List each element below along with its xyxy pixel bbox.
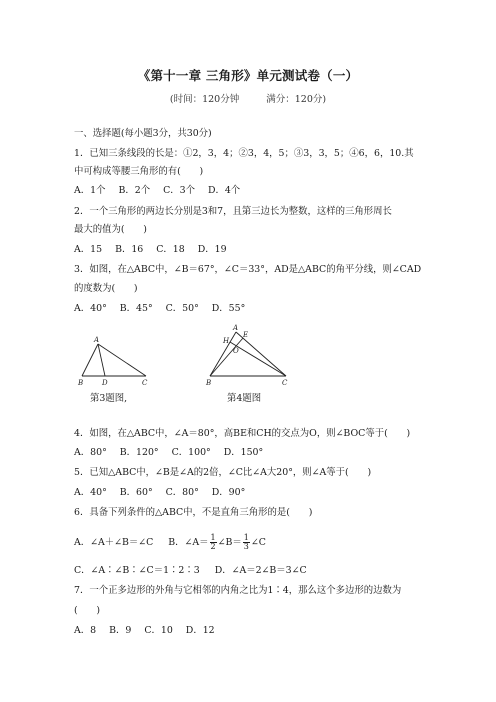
- label-e: E: [243, 331, 249, 339]
- option-b-prefix: B．∠A＝: [168, 537, 209, 548]
- option-b-middle: ∠B＝: [217, 537, 242, 548]
- figure-q4-triangle: [200, 324, 298, 388]
- option-d: D．150°: [223, 447, 264, 458]
- label-c: C: [142, 379, 148, 387]
- question-5-options: [74, 487, 255, 499]
- option-d: D．12: [185, 625, 215, 636]
- option-d: D．90°: [211, 487, 246, 498]
- fraction-numerator: 1: [210, 533, 216, 542]
- question-1-line-1: 1．已知三条线段的长是：①2，3，4；②3，4，5；③3，3，5；④6，6，10.其: [74, 148, 414, 159]
- option-d: D．∠A＝2∠B＝3∠C: [214, 565, 307, 576]
- option-b-suffix: ∠C: [250, 537, 266, 548]
- question-4-options: [74, 447, 273, 459]
- option-a: A．40°: [74, 303, 107, 314]
- section-heading: 一、选择题(每小题3分，共30分): [74, 128, 212, 139]
- question-2-line-2: 最大的值为( ): [74, 224, 147, 235]
- question-2-line-1: 2．一个三角形的两边长分别是3和7，且第三边长为整数，这样的三角形周长: [74, 206, 392, 217]
- option-c: C．50°: [165, 303, 199, 314]
- question-4-line-1: 4．如图，在△ABC中，∠A＝80°，高BE和CH的交点为O，则∠BOC等于( ): [74, 428, 411, 439]
- question-3-options: [74, 303, 255, 315]
- exam-score: 满分：120分): [266, 94, 327, 105]
- question-1-options: [74, 185, 250, 197]
- fraction-one-third: [243, 534, 250, 551]
- figure-q3-triangle: [74, 336, 154, 388]
- question-7-options: [74, 625, 225, 637]
- option-a: A．80°: [74, 447, 107, 458]
- option-d: D．55°: [211, 303, 246, 314]
- label-o: O: [233, 347, 239, 355]
- label-d: D: [102, 379, 108, 387]
- figure-q4-caption: 第4题图: [227, 393, 262, 404]
- option-c: C．3个: [163, 185, 195, 196]
- figure-q3-caption: 第3题图,: [90, 393, 128, 404]
- label-b: B: [206, 379, 212, 387]
- segment-ac: [98, 344, 146, 376]
- exam-time: (时间：120分钟: [169, 94, 240, 105]
- label-c: C: [282, 379, 288, 387]
- question-7-line-2: ( ): [74, 605, 101, 616]
- label-a: A: [94, 336, 100, 344]
- question-6-line-1: 6．具备下列条件的△ABC中，不是直角三角形的是( ): [74, 507, 313, 518]
- option-b: B．2个: [118, 185, 151, 196]
- option-b: B．120°: [119, 447, 159, 458]
- option-a: A．15: [74, 244, 103, 255]
- question-7-line-1: 7．一个正多边形的外角与它相邻的内角之比为1∶4，那么这个多边形的边数为: [74, 585, 402, 596]
- segment-ab: [82, 344, 98, 376]
- option-b: [168, 533, 266, 551]
- option-d: D．4个: [207, 185, 241, 196]
- option-b: B．60°: [119, 487, 153, 498]
- label-b: B: [78, 379, 84, 387]
- option-c: C．10: [144, 625, 173, 636]
- option-c: C．∠A∶∠B∶∠C＝1∶2∶3: [74, 565, 200, 576]
- fraction-one-half: [210, 534, 217, 551]
- question-3-line-1: 3．如图，在△ABC中，∠B＝67°，∠C＝33°，AD是△ABC的角平分线，则∠CAD: [74, 264, 422, 275]
- question-6-options-ab: [74, 534, 266, 552]
- label-a: A: [233, 324, 239, 332]
- question-1-line-2: 中可构成等腰三角形的有( ): [74, 166, 204, 177]
- document-subtitle: [0, 91, 496, 105]
- option-a: A．∠A＋∠B＝∠C: [74, 537, 154, 548]
- option-c: C．80°: [165, 487, 199, 498]
- question-2-options: [74, 244, 237, 256]
- label-h: H: [223, 337, 230, 345]
- option-d: D．19: [197, 244, 227, 255]
- option-a: A．40°: [74, 487, 107, 498]
- document-title: 《第十一章 三角形》单元测试卷（一）: [137, 68, 359, 83]
- option-c: C．18: [156, 244, 185, 255]
- fraction-numerator: 1: [243, 533, 249, 542]
- question-5-line-1: 5．已知△ABC中，∠B是∠A的2倍，∠C比∠A大20°，则∠A等于( ): [74, 467, 372, 478]
- option-b: B．9: [109, 625, 132, 636]
- fraction-denominator: 2: [210, 542, 216, 551]
- question-6-options-cd: [74, 565, 307, 577]
- option-a: A．8: [74, 625, 97, 636]
- option-a: A．1个: [74, 185, 106, 196]
- option-b: B．16: [115, 244, 144, 255]
- option-c: C．100°: [171, 447, 211, 458]
- fraction-denominator: 3: [243, 542, 249, 551]
- question-3-line-2: 的度数为( ): [74, 283, 138, 294]
- option-b: B．45°: [119, 303, 153, 314]
- segment-ad: [98, 344, 105, 376]
